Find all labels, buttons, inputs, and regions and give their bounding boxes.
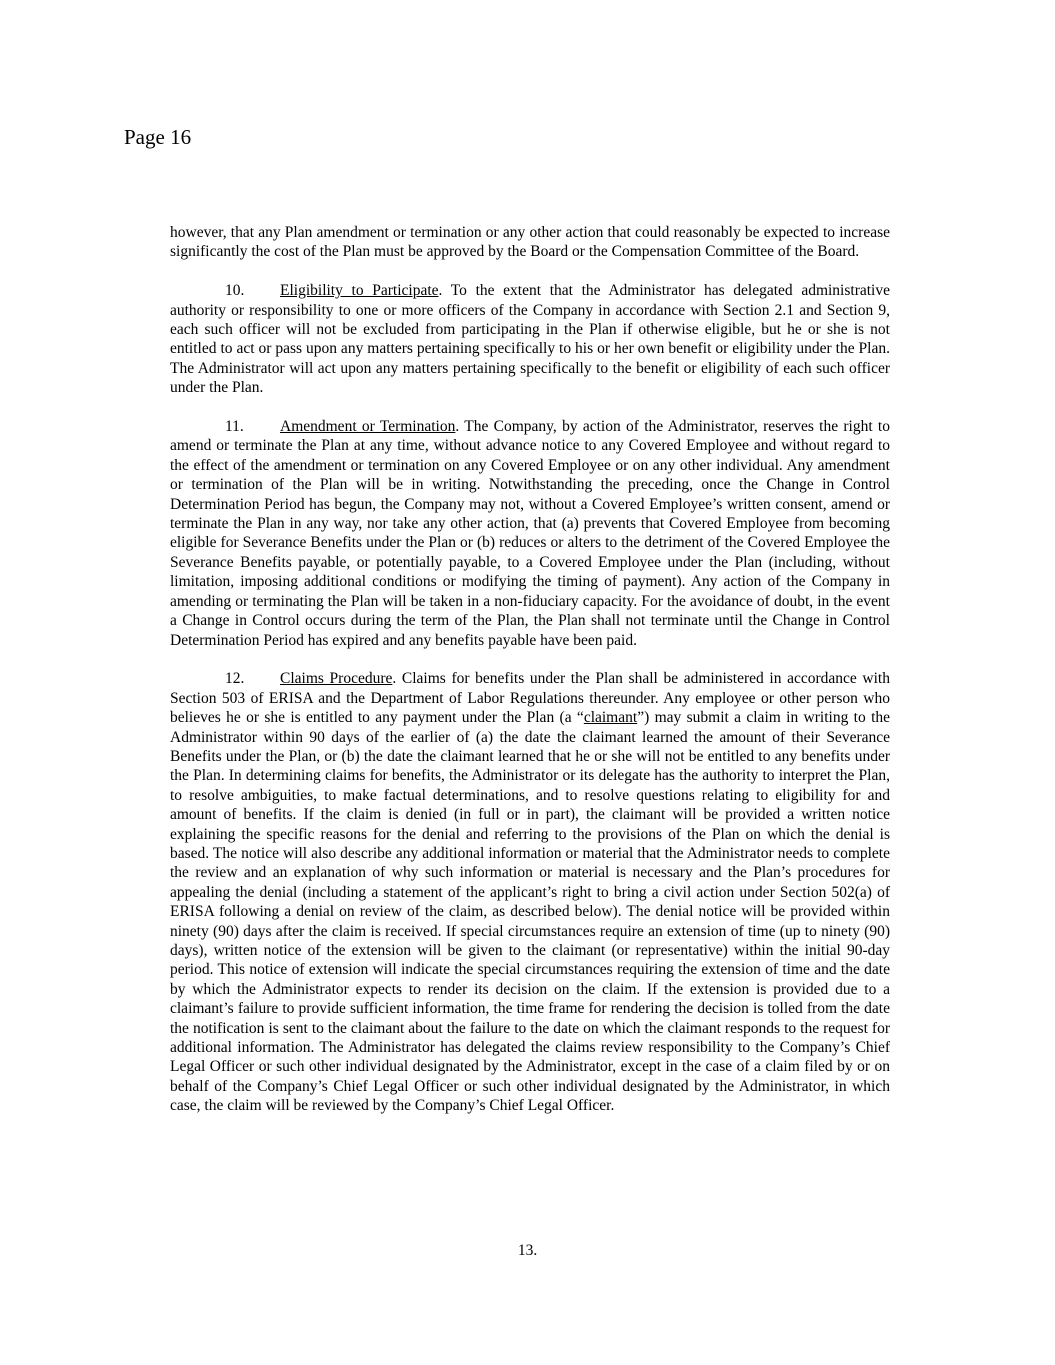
section-10-paragraph (170, 281, 890, 397)
section-12-heading: Claims Procedure (280, 670, 393, 688)
section-10-text: . To the extent that the Administrator has delegated administrative authority or responsibility to one or more officers of the Company in accordance with Section 2.1 and Section 9, each such officer will not be excluded from participating in the Plan if otherwise eligible, but he or she is not entitled to act or pass upon any matters pertaining specifically to his or her own benefit or eligibility under the Plan. The Administrator will act upon any matters pertaining specifically to the benefit or eligibility of each such officer under the Plan. (170, 282, 890, 397)
page-number: 13. (517, 1242, 538, 1259)
section-12-paragraph (170, 669, 890, 1115)
section-12-text-after: ”) may submit a claim in writing to the Administrator within 90 days of the earlier of (a) the date the claimant learned the amount of their Severance Benefits under the Plan, or (b) the date the claimant learned that he or she will not be entitled to any benefits under the Plan. In determining claims for benefits, the Administrator or its delegate has the authority to interpret the Plan, to resolve ambiguities, to make factual determinations, and to resolve questions relating to eligibility for and amount of benefits. If the claim is denied (in full or in part), the claimant will be provided a written notice explaining the specific reasons for the denial and referring to the provisions of the Plan on which the denial is based. The notice will also describe any additional information or material that the Administrator needs to complete the review and an explanation of why such information or material is necessary and the Plan’s procedures for appealing the denial (including a statement of the applicant’s right to bring a civil action under Section 502(a) of ERISA following a denial on review of the claim, as described below). The denial notice will be provided within ninety (90) days after the claim is received. If special circumstances require an extension of time (up to ninety (90) days), written notice of the extension will be given to the claimant (or representative) within the initial 90-day period. This notice of extension will indicate the special circumstances requiring the extension of time and the date by which the Administrator expects to render its decision on the claim. If the extension is provided due to a claimant’s failure to provide sufficient information, the time frame for rendering the decision is tolled from the date the notification is sent to the claimant about the failure to the date on which the claimant responds to the request for additional information. The Administrator has delegated the claims review responsibility to the Company’s Chief Legal Officer or such other individual designated by the Administrator, except in the case of a claim filed by or on behalf of the Company’s Chief Legal Officer or such other individual designated by the Administrator, in which case, the claim will be reviewed by the Company’s Chief Legal Officer. (170, 709, 891, 1115)
defined-term-claimant: claimant (583, 709, 638, 727)
section-11-number: 11. (225, 418, 244, 436)
section-12-text-before: . Claims for benefits under the Plan shall be administered in accordance with Section 503 of ERISA and the Department of Labor Regulations thereunder. Any employee or other person who believes he or she is entitled to any payment under the Plan (a “ (170, 670, 890, 727)
document-body (170, 223, 890, 1135)
section-12-number: 12. (225, 670, 245, 688)
continuation-paragraph: however, that any Plan amendment or termination or any other action that could reasonably be expected to increase significantly the cost of the Plan must be approved by the Board or the Compensation Committee of the Board. (170, 224, 890, 261)
section-11-heading: Amendment or Termination (280, 418, 456, 436)
section-10-number: 10. (225, 282, 245, 300)
section-10-heading: Eligibility to Participate (280, 282, 439, 300)
section-11-paragraph (170, 417, 890, 650)
page-label: Page 16 (124, 125, 192, 149)
section-11-text: . The Company, by action of the Administrator, reserves the right to amend or terminate the Plan at any time, without advance notice to any Covered Employee and without regard to the effect of the amendment or termination on any Covered Employee or on any other individual. Any amendment or termination of the Plan will be in writing. Notwithstanding the preceding, once the Change in Control Determination Period has begun, the Company may not, without a Covered Employee’s written consent, amend or terminate the Plan in any way, nor take any other action, that (a) prevents that Covered Employee from becoming eligible for Severance Benefits under the Plan or (b) reduces or alters to the detriment of the Covered Employee the Severance Benefits payable, or potentially payable, to a Covered Employee under the Plan (including, without limitation, imposing additional conditions or modifying the timing of payment). Any action of the Company in amending or terminating the Plan will be taken in a non-fiduciary capacity. For the avoidance of doubt, in the event a Change in Control occurs during the term of the Plan, the Plan shall not terminate until the Change in Control Determination Period has expired and any benefits payable have been paid. (170, 418, 890, 649)
